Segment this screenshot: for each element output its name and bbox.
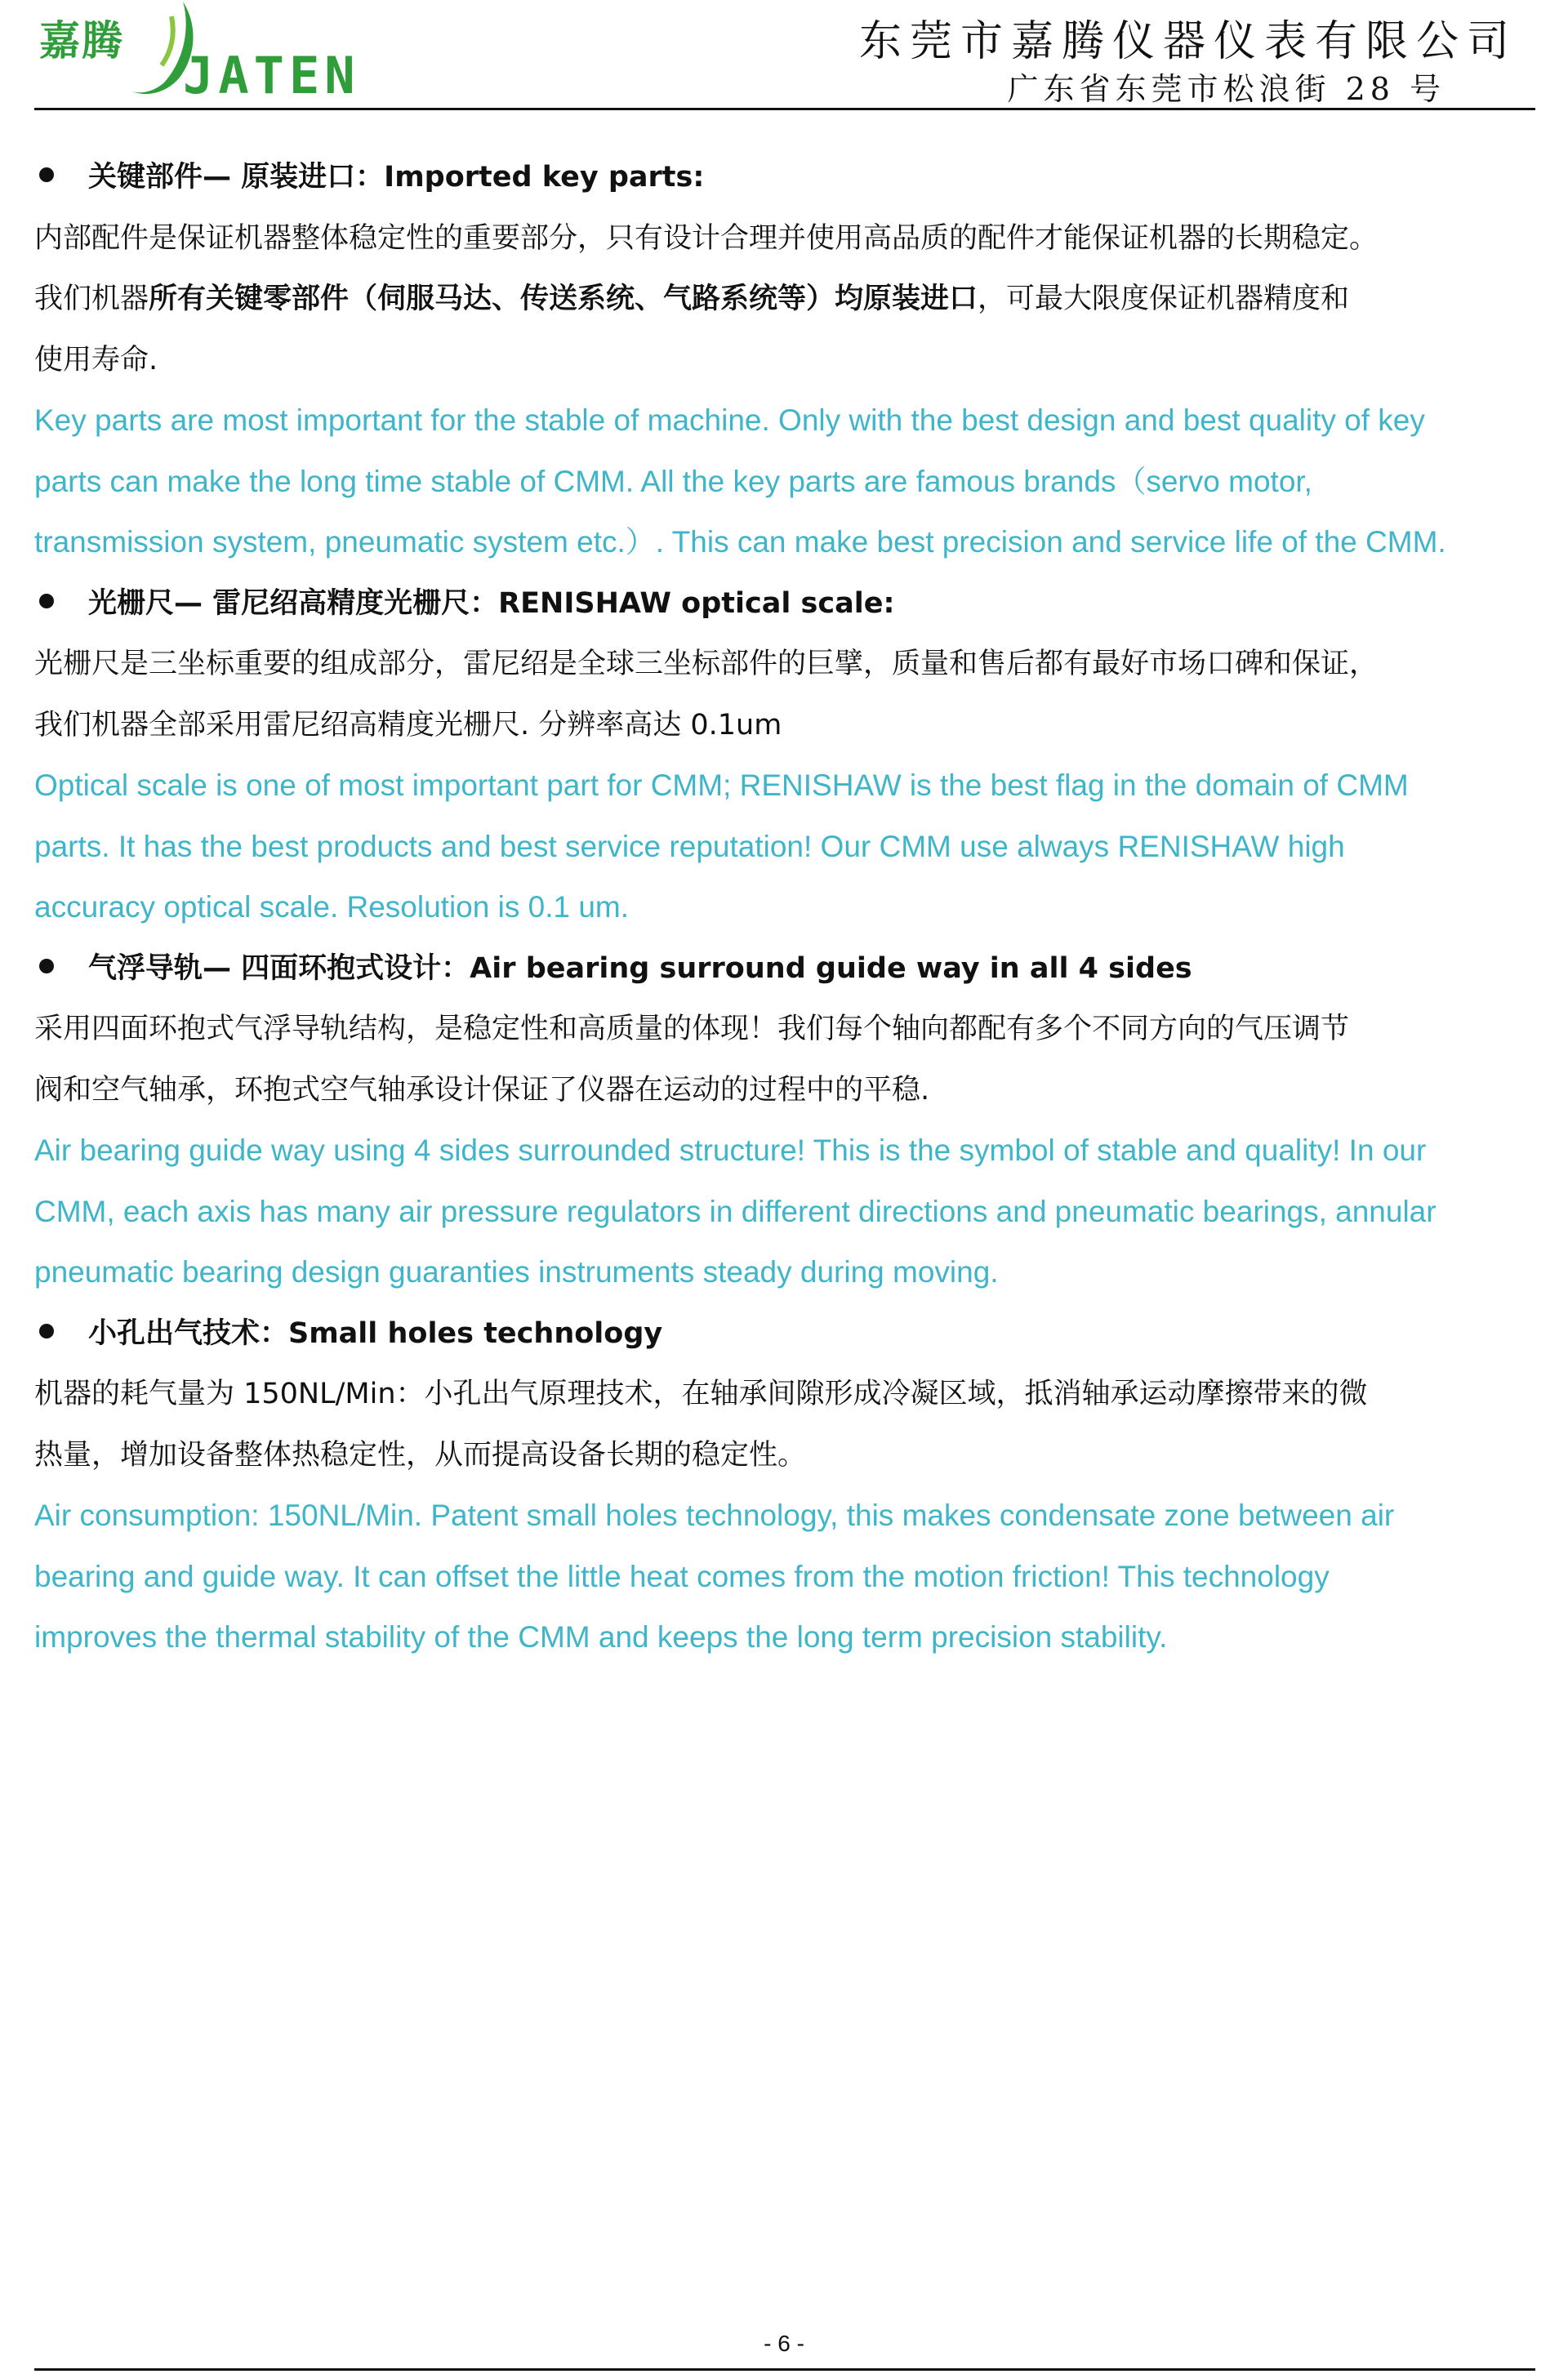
english-paragraph-line: bearing and guide way. It can offset the little heat comes from the motion friction! This technology (34, 1559, 1330, 1593)
chinese-paragraph-line (34, 999, 1537, 1060)
text-segment: 机器的耗气量为 150NL/Min：小孔出气原理技术，在轴承间隙形成冷凝区域，抵消轴承运动摩擦带来的微 (34, 1378, 1368, 1410)
logo-english-text: JATEN (183, 46, 360, 105)
english-paragraph-line: improves the thermal stability of the CMM and keeps the long term precision stability. (34, 1620, 1168, 1654)
text-segment: 采用四面环抱式气浮导轨结构，是稳定性和高质量的体现！我们每个轴向都配有多个不同方向的气压调节 (34, 1013, 1350, 1045)
english-paragraph-line: Key parts are most important for the stable of machine. Only with the best design and best quality of key (34, 403, 1425, 437)
page-header (34, 0, 1534, 113)
footer-divider (34, 2368, 1535, 2371)
section-heading-text: 小孔出气技术：Small holes technology (88, 1316, 663, 1350)
section-heading-text: 关键部件— 原装进口：Imported key parts: (88, 161, 705, 194)
chinese-paragraph-line (34, 695, 1537, 756)
section-heading (34, 147, 1537, 208)
text-segment: 热量，增加设备整体热稳定性，从而提高设备长期的稳定性。 (34, 1438, 807, 1472)
english-paragraph-line: accuracy optical scale. Resolution is 0.1 um. (34, 890, 630, 924)
page-number: - 6 - (764, 2331, 804, 2356)
company-logo (34, 0, 360, 105)
text-segment: 我们机器 (34, 283, 149, 315)
text-segment: 使用寿命. (34, 343, 158, 376)
chinese-paragraph-line (34, 1364, 1537, 1425)
bullet-icon (39, 959, 54, 973)
chinese-paragraph-line (34, 1060, 1537, 1121)
english-paragraph-line: CMM, each axis has many air pressure regulators in different directions and pneumatic bearings, annular (34, 1194, 1437, 1228)
section-heading-text: 光栅尺— 雷尼绍高精度光栅尺：RENISHAW optical scale: (88, 586, 895, 620)
section-heading (34, 938, 1537, 1000)
bullet-icon (39, 167, 54, 182)
bullet-icon (39, 1324, 54, 1338)
english-paragraph-line: Optical scale is one of most important part for CMM; RENISHAW is the best flag in the domain of CMM (34, 768, 1409, 802)
text-segment: 内部配件是保证机器整体稳定性的重要部分，只有设计合理并使用高品质的配件才能保证机器的长期稳定。 (34, 221, 1379, 255)
section-heading (34, 573, 1537, 635)
company-name: 东莞市嘉腾仪器仪表有限公司 (858, 17, 1517, 66)
document-body (34, 147, 1537, 1668)
chinese-paragraph-line (34, 208, 1537, 269)
bold-text: 所有关键零部件（伺服马达、传送系统、气路系统等）均原装进口 (149, 283, 978, 315)
english-paragraph-line: parts. It has the best products and best service reputation! Our CMM use always RENISHAW high (34, 829, 1345, 863)
chinese-paragraph-line (34, 634, 1537, 695)
section-heading-text: 气浮导轨— 四面环抱式设计：Air bearing surround guide way in all 4 sides (88, 951, 1192, 985)
english-paragraph-line: transmission system, pneumatic system etc.）. This can make best precision and service life of the CMM. (34, 525, 1446, 559)
english-paragraph-line: parts can make the long time stable of CMM. All the key parts are famous brands（servo motor, (34, 464, 1312, 498)
logo-chinese-text: 嘉腾 (39, 17, 124, 65)
header-divider (34, 108, 1535, 110)
chinese-paragraph-line (34, 269, 1537, 330)
chinese-paragraph-line (34, 330, 1537, 391)
text-segment: 我们机器全部采用雷尼绍高精度光栅尺. 分辨率高达 0.1um (34, 708, 782, 742)
english-paragraph-line: Air consumption: 150NL/Min. Patent small holes technology, this makes condensate zone between air (34, 1499, 1395, 1532)
chinese-paragraph-line (34, 1425, 1537, 1486)
text-segment: 光栅尺是三坐标重要的组成部分，雷尼绍是全球三坐标部件的巨擘，质量和售后都有最好市场口碑和保证， (34, 648, 1379, 680)
section-heading (34, 1303, 1537, 1365)
company-address: 广东省东莞市松浪街 28 号 (1007, 71, 1446, 107)
english-paragraph-line: pneumatic bearing design guaranties instruments steady during moving. (34, 1255, 999, 1289)
bullet-icon (39, 594, 54, 608)
text-segment: ，可最大限度保证机器精度和 (978, 283, 1350, 315)
text-segment: 阀和空气轴承，环抱式空气轴承设计保证了仪器在运动的过程中的平稳. (34, 1073, 930, 1107)
english-paragraph-line: Air bearing guide way using 4 sides surrounded structure! This is the symbol of stable and quality! In our (34, 1134, 1427, 1167)
